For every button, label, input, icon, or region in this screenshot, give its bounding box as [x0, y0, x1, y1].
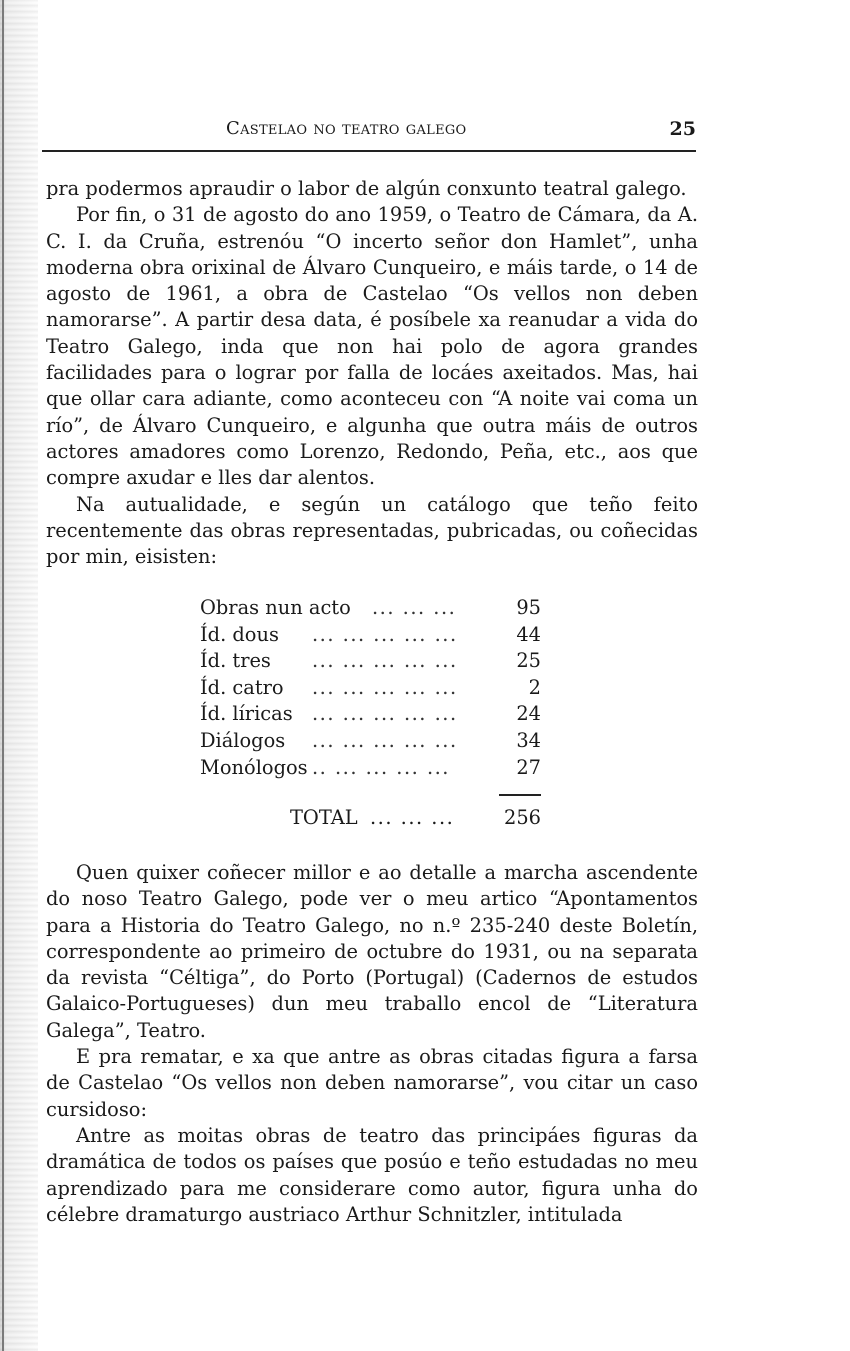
page-header	[46, 118, 696, 148]
leader-dots: ... ... ... ... ...	[312, 728, 458, 752]
leader-dots: ... ... ... ... ...	[312, 675, 458, 699]
leader-dots: ... ... ...	[370, 806, 455, 829]
leader-dots: ... ... ...	[372, 596, 457, 619]
catalog-value: 44	[516, 622, 541, 646]
catalog-label: Íd. catro	[200, 675, 284, 699]
binding-shadow-line	[2, 0, 4, 1351]
catalog-total-row	[290, 806, 545, 833]
leader-dots: ... ... ... ... ...	[312, 649, 458, 673]
catalog-label: Íd. dous	[200, 622, 279, 646]
leader-dots: ... ... ... ... ...	[312, 622, 458, 646]
leader-dots: ... ... ... ... ...	[312, 702, 458, 726]
page-number: 25	[669, 118, 696, 140]
leader-dots: .. ... ... ... ...	[312, 755, 450, 779]
catalog-row	[200, 728, 545, 755]
paragraph: E pra rematar, e xa que antre as obras citadas figura a farsa de Castelao “Os vellos non deben namorarse”, vou citar un caso cursidoso:	[46, 1045, 698, 1121]
catalog-label: Íd. tres	[200, 649, 271, 673]
catalog-row	[200, 648, 545, 675]
page-binding-edge	[0, 0, 38, 1351]
paragraph: pra podermos apraudir o labor de algún conxunto teatral galego.	[46, 177, 687, 200]
running-title: Castelao no teatro galego	[226, 118, 467, 139]
catalog-value: 27	[516, 755, 541, 779]
catalog-label: Monólogos	[200, 755, 308, 779]
catalog-row	[200, 675, 545, 702]
header-rule	[42, 150, 696, 152]
paragraph: Antre as moitas obras de teatro das principáes figuras da dramática de todos os países que posúo e teño estudadas no meu aprendizado para me considerare como autor, figura unha do célebre dramaturgo austriaco Arthur Schnitzler, intitulada	[46, 1123, 698, 1226]
catalog-row	[200, 622, 545, 649]
catalog-value: 34	[516, 728, 541, 752]
catalog-value: 95	[516, 596, 541, 619]
catalog-label: Íd. líricas	[200, 702, 293, 726]
total-label: TOTAL	[290, 806, 358, 829]
total-rule	[499, 794, 541, 796]
catalog-value: 2	[528, 675, 541, 699]
catalog-row	[200, 755, 545, 782]
paragraph: Na autualidade, e según un catálogo que teño feito recentemente das obras representadas, pubricadas, ou coñecidas por min, eisisten:	[46, 492, 698, 569]
paragraph: Por fin, o 31 de agosto do ano 1959, o Teatro de Cámara, da A. C. I. da Cruña, estrenóu “O incerto señor don Hamlet”, unha moderna obra orixinal de Álvaro Cunqueiro, e máis tarde, o 14 de agosto de 1961, a obra de Castelao “Os vellos non deben namorarse”. A partir desa data, é posíbele xa reanudar a vida do Teatro Galego, inda que non hai polo de agora grandes facilidades para o lograr por falla de locáes axeitados. Mas, hai que ollar cara adiante, como aconteceu con “A noite vai coma un río”, de Álvaro Cunqueiro, e algunha que outra máis de outros actores amadores como Lorenzo, Redondo, Peña, etc., aos que compre axudar e lles dar alentos.	[46, 203, 698, 490]
catalog-row	[200, 701, 545, 728]
paragraph: Quen quixer coñecer millor e ao detalle a marcha ascendente do noso Teatro Galego, pode ver o meu artico “Apontamentos para a Historia do Teatro Galego, no n.º 235-240 deste Boletín, correspondente ao primeiro de octubre do 1931, ou na separata da revista “Céltiga”, do Porto (Portugal) (Cadernos de estudos Galaico-Portugueses) dun meu traballo encol de “Literatura Galega”, Teatro.	[46, 861, 698, 1042]
catalog-label: Diálogos	[200, 728, 286, 752]
catalog-value: 25	[516, 649, 541, 673]
catalog-table	[200, 595, 545, 781]
total-value: 256	[503, 806, 541, 829]
catalog-label: Obras nun acto	[200, 596, 351, 619]
catalog-row	[200, 595, 545, 622]
body-text-top	[46, 176, 698, 570]
catalog-value: 24	[516, 702, 541, 726]
body-text-bottom	[46, 860, 698, 1228]
